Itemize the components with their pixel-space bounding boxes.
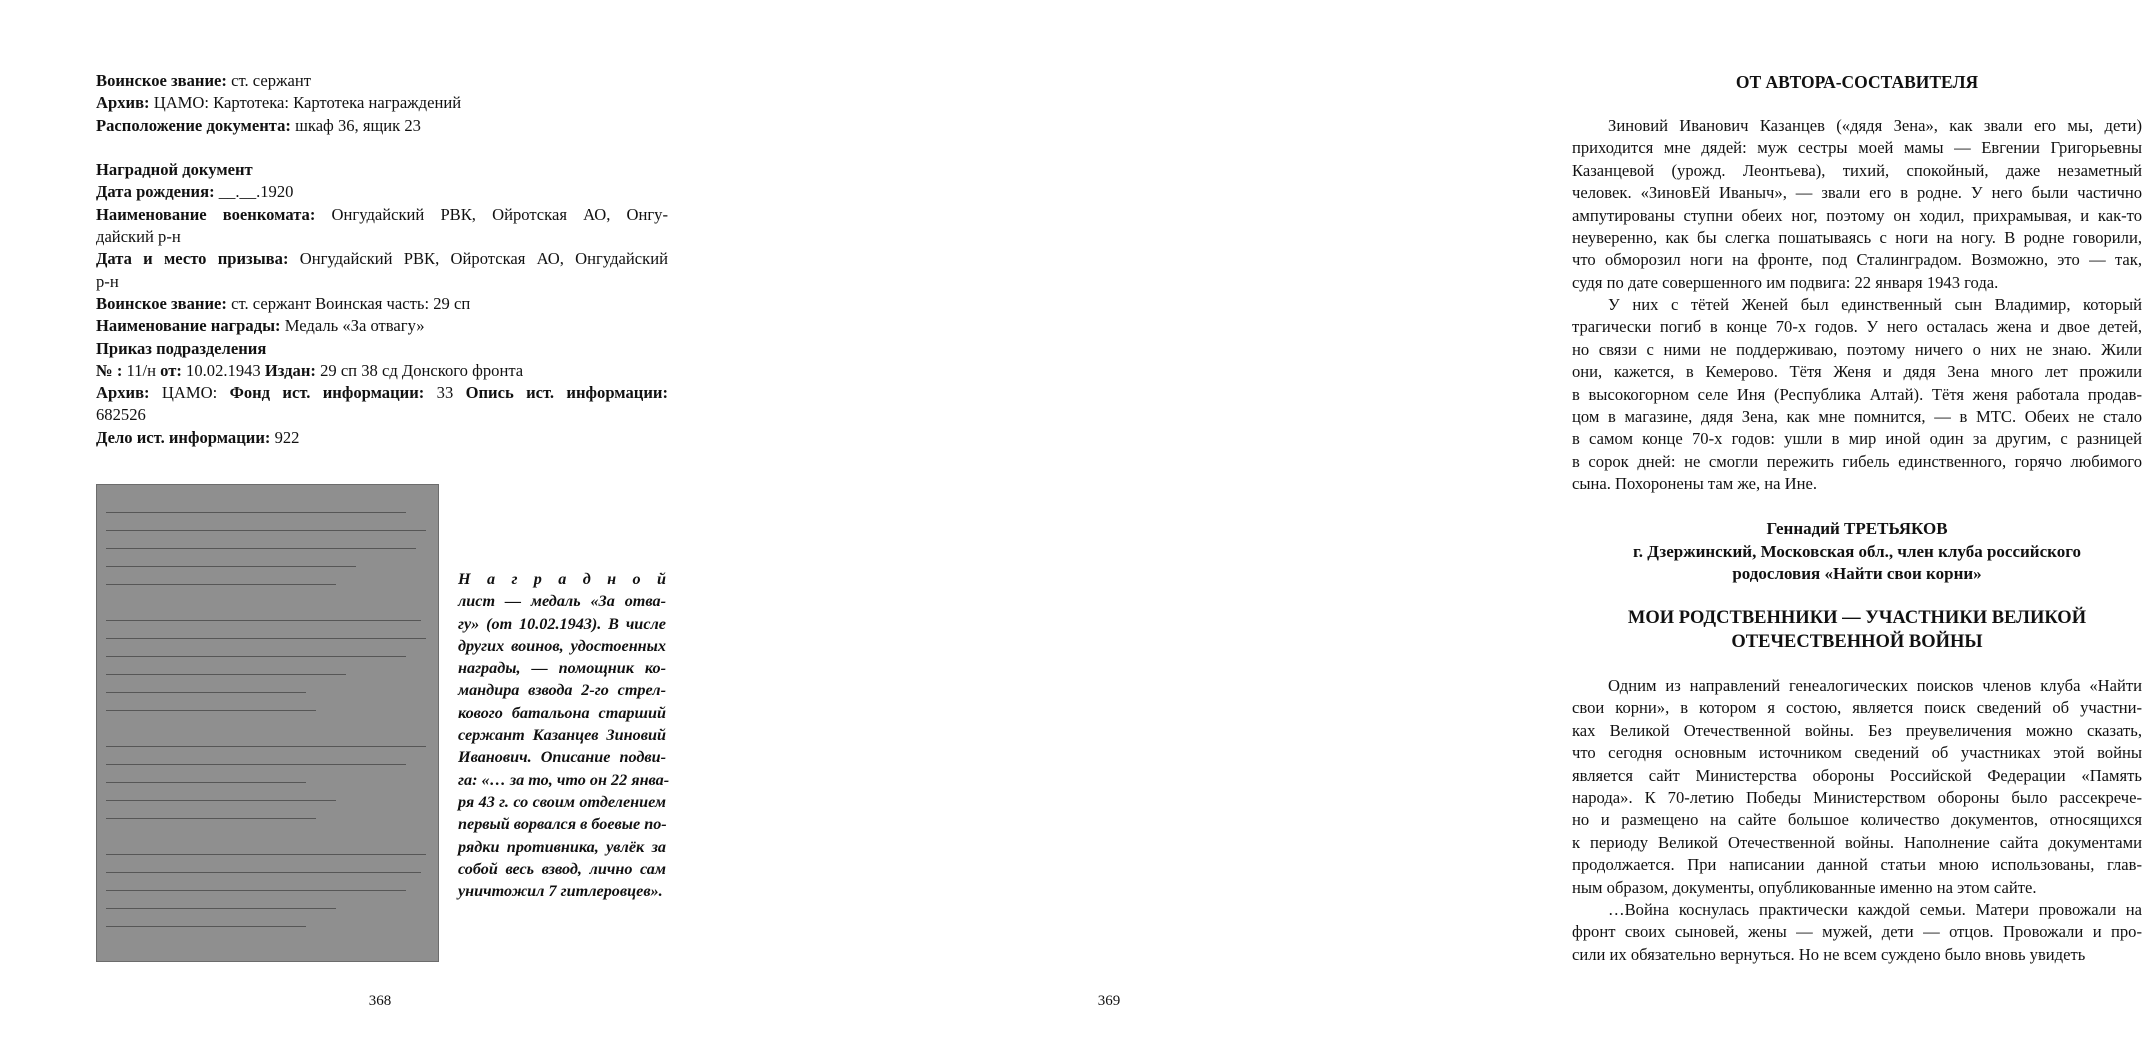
author-block bbox=[1572, 518, 2142, 586]
handwriting-line bbox=[106, 548, 416, 549]
text-line: в сорок дней: не смогли пережить гибель единственного, горячо любимого bbox=[1572, 451, 2142, 471]
field-value: дайский р-н bbox=[96, 227, 181, 247]
field-value: 29 сп 38 сд Донского фронта bbox=[315, 360, 524, 380]
heading-line: МОИ РОДСТВЕННИКИ — УЧАСТНИКИ ВЕЛИКОЙ bbox=[1627, 608, 2087, 628]
text-line: что сегодня основным источником сведений об участниках этой войны bbox=[1572, 743, 2142, 763]
handwriting-line bbox=[106, 638, 426, 639]
text-line: Одним из направлений генеалогических поисков членов клуба «Найти bbox=[1608, 676, 2142, 695]
text-line: продолжается. При написании данной статьи мною использованы, глав- bbox=[1572, 855, 2142, 875]
caption-line: лист — медаль «За отва- bbox=[458, 592, 666, 611]
article-title bbox=[1572, 606, 2142, 654]
record-line bbox=[96, 338, 668, 360]
caption-line: Иванович. Описание подви- bbox=[458, 748, 666, 767]
field-label: Приказ подразделения bbox=[96, 338, 267, 358]
record-line bbox=[96, 404, 668, 426]
right-page bbox=[746, 0, 2142, 1058]
field-value: 922 bbox=[270, 427, 300, 447]
caption-line: других воинов, удостоенных bbox=[458, 636, 666, 655]
record-line bbox=[96, 382, 668, 404]
heading-line: г. Дзержинский, Московская обл., член клуба российского bbox=[1632, 541, 2082, 561]
record-line bbox=[96, 70, 668, 92]
heading-line: ОТЕЧЕСТВЕННОЙ ВОЙНЫ bbox=[1731, 632, 1983, 652]
field-label: от: bbox=[160, 360, 182, 380]
handwriting-line bbox=[106, 764, 406, 765]
field-value: ЦАМО: Картотека: Картотека награждений bbox=[149, 93, 462, 113]
handwriting-line bbox=[106, 872, 421, 873]
field-label: Фонд ист. информации: bbox=[229, 383, 425, 403]
field-label: Дело ист. информации: bbox=[96, 427, 271, 447]
field-value: 682526 bbox=[96, 405, 146, 425]
page-number-right: 369 bbox=[1097, 993, 1121, 1009]
field-value: ЦАМО: bbox=[149, 383, 230, 403]
handwriting-line bbox=[106, 620, 421, 621]
field-label: Дата и место призыва: bbox=[96, 249, 289, 269]
paragraph-family bbox=[1572, 294, 2142, 496]
handwriting-line bbox=[106, 800, 336, 801]
field-label: Архив: bbox=[96, 93, 150, 113]
field-label: Опись ист. информации: bbox=[465, 383, 668, 403]
field-value: Онгудайский РВК, Ойротская АО, Онгудайский bbox=[288, 249, 668, 269]
field-label: Воинское звание: bbox=[96, 71, 227, 90]
text-line: Казанцевой (урожд. Леонтьева), тихий, спокойный, даже незаметный bbox=[1572, 160, 2142, 180]
field-value: р-н bbox=[96, 271, 119, 291]
text-line: в самом конце 70-х годов: ушли в мир иной один за другим, с разницей bbox=[1572, 429, 2142, 449]
handwriting-line bbox=[106, 656, 406, 657]
field-value: ст. сержант Воинская часть: 29 сп bbox=[226, 293, 471, 313]
record-line bbox=[96, 360, 668, 382]
paragraph-war bbox=[1572, 899, 2142, 966]
record-line bbox=[96, 92, 668, 114]
field-label: Наградной документ bbox=[96, 160, 253, 180]
handwriting-line bbox=[106, 926, 306, 927]
field-label: Дата рождения: bbox=[96, 182, 215, 202]
paragraph-sources bbox=[1572, 675, 2142, 899]
text-line: человек. «ЗиновЕй Иваныч», — звали его в родне. У него были частично bbox=[1572, 183, 2142, 203]
text-line: но и размещено на сайте большое количество документов, относящихся bbox=[1572, 810, 2142, 830]
record-line bbox=[96, 181, 668, 203]
text-line: является сайт Министерства обороны Российской Федерации «Память bbox=[1572, 765, 2142, 785]
text-line: ампутированы ступни обеих ног, поэтому он ходил, прихрамывая, и как-то bbox=[1572, 205, 2142, 225]
heading-line: родословия «Найти свои корни» bbox=[1732, 564, 1982, 583]
field-label: Наименование военкомата: bbox=[96, 204, 316, 224]
handwriting-line bbox=[106, 818, 316, 819]
record-line bbox=[96, 204, 668, 226]
left-page bbox=[0, 0, 746, 1058]
photo-caption bbox=[458, 568, 670, 902]
text-line: сына. Похоронены там же, на Ине. bbox=[1572, 474, 1818, 494]
record-line bbox=[96, 271, 668, 293]
field-label: Наименование награды: bbox=[96, 316, 281, 336]
caption-line: га: «… за то, что он 22 янва- bbox=[458, 770, 670, 789]
record-line bbox=[96, 137, 668, 159]
text-line: судя по дате совершенного им подвига: 22 января 1943 года. bbox=[1572, 272, 1999, 292]
text-line: они, кажется, в Кемерово. Тётя Женя и дядя Зена много лет прожили bbox=[1572, 362, 2142, 382]
record-line bbox=[96, 159, 668, 181]
text-line: сили их обязательно вернуться. Но не всем суждено было вновь увидеть bbox=[1572, 944, 2086, 964]
text-line: Зиновий Иванович Казанцев («дядя Зена», как звали его мы, дети) bbox=[1608, 116, 2142, 135]
caption-line: уничтожил 7 гитлеровцев». bbox=[458, 882, 663, 901]
text-line: ным образом, документы, опубликованные именно на этом сайте. bbox=[1572, 877, 2037, 897]
handwriting-line bbox=[106, 854, 426, 855]
handwriting-line bbox=[106, 566, 356, 567]
caption-line: кового батальона старший bbox=[458, 703, 666, 722]
paragraph-intro bbox=[1572, 115, 2142, 294]
field-value: 11/н bbox=[122, 360, 161, 380]
record-line bbox=[96, 315, 668, 337]
text-line: трагически погиб в конце 70-х годов. У него осталась жена и двое детей, bbox=[1572, 317, 2142, 337]
handwriting-line bbox=[106, 746, 426, 747]
caption-line: Н а г р а д н о й bbox=[458, 570, 666, 588]
handwriting-line bbox=[106, 512, 406, 513]
text-line: что обморозил ноги на фронте, под Сталинградом. Возможно, это — так, bbox=[1572, 250, 2142, 270]
caption-line: рядки противника, увлёк за bbox=[458, 837, 666, 856]
caption-line: сержант Казанцев Зиновий bbox=[458, 726, 666, 745]
record-line bbox=[96, 248, 668, 270]
field-value: __.__.1920 bbox=[214, 182, 294, 202]
caption-line: награды, — помощник ко- bbox=[458, 659, 666, 678]
record-line bbox=[96, 293, 668, 315]
handwriting-line bbox=[106, 782, 306, 783]
record-line bbox=[96, 226, 668, 248]
text-line: У них с тётей Женей был единственный сын Владимир, который bbox=[1608, 295, 2142, 314]
section-heading-author: ОТ АВТОРА-СОСТАВИТЕЛЯ bbox=[1735, 72, 1979, 92]
text-line: но связи с ними не поддерживаю, поэтому ничего о них не знаю. Жили bbox=[1572, 339, 2142, 359]
field-label: Расположение документа: bbox=[96, 115, 291, 135]
field-label: Издан: bbox=[264, 360, 316, 380]
heading-line: Геннадий ТРЕТЬЯКОВ bbox=[1766, 519, 1948, 538]
text-line: приходится мне дядей: муж сестры моей мамы — Евгении Григорьевны bbox=[1572, 138, 2142, 158]
text-line: …Война коснулась практически каждой семьи. Матери провожали на bbox=[1608, 900, 2142, 919]
field-value: ст. сержант bbox=[226, 71, 311, 90]
text-line: свои корни», в котором я состою, является поиск сведений об участни- bbox=[1572, 698, 2142, 718]
record-line bbox=[96, 115, 668, 137]
caption-line: первый ворвался в боевые по- bbox=[458, 815, 667, 834]
field-label: Воинское звание: bbox=[96, 293, 227, 313]
page-number-left: 368 bbox=[368, 993, 392, 1009]
caption-line: мандира взвода 2-го стрел- bbox=[458, 681, 666, 700]
handwriting-line bbox=[106, 584, 336, 585]
handwriting-line bbox=[106, 908, 336, 909]
field-value: Медаль «За отвагу» bbox=[280, 316, 425, 336]
handwriting-line bbox=[106, 530, 426, 531]
handwriting-line bbox=[106, 710, 316, 711]
text-line: ках Великой Отечественной войны. Без преувеличения можно сказать, bbox=[1572, 720, 2142, 740]
text-line: народа». К 70-летию Победы Министерством обороны было рассекрече- bbox=[1572, 787, 2142, 807]
field-value: 33 bbox=[424, 383, 466, 403]
award-sheet-photo bbox=[96, 484, 439, 962]
record-line bbox=[96, 427, 668, 449]
handwriting-line bbox=[106, 674, 346, 675]
field-value: 10.02.1943 bbox=[181, 360, 265, 380]
field-label: Архив: bbox=[96, 383, 150, 403]
caption-line: ря 43 г. со своим отделением bbox=[458, 792, 666, 811]
award-record-block bbox=[96, 70, 668, 449]
text-line: цом в магазине, дядя Зена, как мне помнится, — в МТС. Обеих не стало bbox=[1572, 406, 2142, 426]
caption-line: собой весь взвод, лично сам bbox=[458, 859, 666, 878]
text-line: к периоду Великой Отечественной войны. Наполнение сайта документами bbox=[1572, 832, 2142, 852]
field-label: № : bbox=[96, 360, 123, 380]
text-line: неуверенно, как бы слегка пошатываясь с ноги на ногу. В родне говорили, bbox=[1572, 227, 2142, 247]
handwriting-line bbox=[106, 890, 406, 891]
text-line: фронт своих сыновей, жены — мужей, дети — отцов. Провожали и про- bbox=[1572, 922, 2142, 942]
text-line: в высокогорном селе Иня (Республика Алтай). Тётя женя работала продав- bbox=[1572, 384, 2142, 404]
field-value: Онгудайский РВК, Ойротская АО, Онгу- bbox=[315, 204, 668, 224]
field-value: шкаф 36, ящик 23 bbox=[290, 115, 421, 135]
handwriting-line bbox=[106, 692, 306, 693]
caption-line: гу» (от 10.02.1943). В числе bbox=[458, 614, 666, 633]
